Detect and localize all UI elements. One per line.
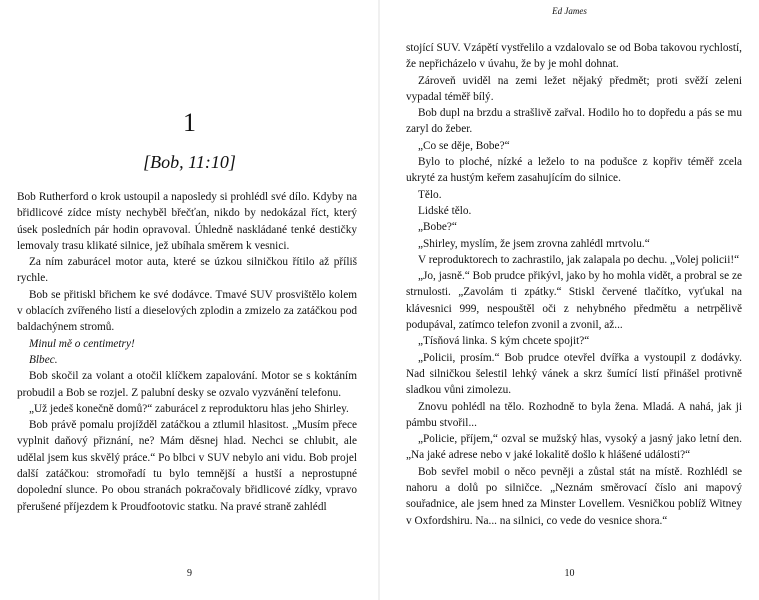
paragraph: „Jo, jasně.“ Bob prudce přikývl, jako by ho mohla vidět, a probral se ze strnulosti. „Zavolám ti zpátky.“ Stiskl červené tlačítko, vyťukal na klávesnici 999, nespouštěl oči z nehybného předmětu a netrpělivě podupával, zatímco telefon zvonil a zvonil, až... [406,270,742,332]
page-number-right: 10 [564,568,575,579]
left-page [0,0,379,600]
paragraph: Bob se přitiskl břichem ke své dodávce. Tmavé SUV prosvištělo kolem v oblacích zvířeného listí a dieselových zplodin a zmizelo za zatáčkou pod baldachýnem stromů. [17,288,357,334]
running-header: Ed James [552,6,587,16]
paragraph: Bob Rutherford o krok ustoupil a naposledy si prohlédl své dílo. Kdyby na břidlicové zídce místy nechyběl břečťan, nikdo by nedokázal říct, který úsek posledních pár hodin opravoval. Úhledně naskládané tenké destičky lemovaly trasu klikaté silnice, jež ubíhala směrem k vesnici. [17,191,357,252]
chapter-title: [Bob, 11:10] [143,152,236,172]
right-page-body [406,40,742,529]
chapter-number: 1 [183,108,196,137]
paragraph: Zároveň uviděl na zemi ležet nějaký předmět; proti svěží zeleni vypadal téměř bílý. [406,74,742,103]
paragraph: Znovu pohlédl na tělo. Rozhodně to byla žena. Mladá. A nahá, jak ji pámbu stvořil... [406,400,742,429]
paragraph: „Policie, příjem,“ ozval se mužský hlas, vysoký a jasný jako letní den. „Na jaké adrese nebo v jaké lokalitě došlo k hlášené události?“ [406,433,742,462]
paragraph: „Policii, prosím.“ Bob prudce otevřel dvířka a vystoupil z dodávky. Nad silničkou šelestil lehký vánek a skrz šumící listí přinášel protivně sladkou vůni zimolezu. [406,351,742,397]
paragraph: V reproduktorech to zachrastilo, jak zalapala po dechu. „Volej policii!“ [418,253,740,266]
paragraph: Bob sevřel mobil o něco pevněji a zůstal stát na místě. Rozhlédl se nahoru a dolů po silničce. „Neznám směrovací číslo ani mapový souřadnice, ale jsem hned za Minster Lovellem. Vesničkou poblíž Witney v Oxfordshiru. Na... na silnici, co vede do vesnice shora.“ [406,465,742,527]
paragraph: Bob právě pomalu projížděl zatáčkou a ztlumil hlasitost. „Musím přece vyplnit daňový přiznání, ne? Mám děsnej hlad. Nechci se chlubit, ale udělal jsem kus skvělý práce.“ Po blbci v SUV nebylo ani vidu. Bob projel další zatáčkou: stromořadí tu bylo temnější a hustší a neprostupné dopolední slunce. Po obou stranách pokračovaly břidlicové zídky, vpravo přerušené příjezdem k Proudfootovic statku. Na pravé straně zahlédl [17,419,357,513]
paragraph: „Už jedeš konečně domů?“ zaburácel z reproduktoru hlas jeho Shirley. [29,402,349,415]
paragraph: Minul mě o centimetry! [29,337,135,350]
paragraph: „Shirley, myslím, že jsem zrovna zahlédl mrtvolu.“ [418,237,650,250]
paragraph: Bylo to ploché, nízké a leželo to na podušce z kopřiv téměř zcela ukryté za hustým keřem zasahujícím do silnice. [406,156,742,185]
paragraph: Lidské tělo. [418,204,472,217]
paragraph: Bob skočil za volant a otočil klíčkem zapalování. Motor se s koktáním probudil a Bob se rozjel. Z palubní desky se ozvalo vyzvánění telefonu. [17,370,357,399]
paragraph: Blbec. [29,353,58,366]
paragraph: Za ním zaburácel motor auta, které se úzkou silničkou řítilo až příliš rychle. [17,256,357,285]
right-page [380,0,759,600]
paragraph: „Bobe?“ [418,221,457,234]
paragraph: „Tísňová linka. S kým chcete spojit?“ [418,335,590,348]
paragraph: Tělo. [418,188,442,201]
left-page-body [17,189,357,515]
paragraph: Bob dupl na brzdu a strašlivě zařval. Hodilo ho to dopředu a pás se mu zaryl do žeber. [406,107,742,136]
page-number-left: 9 [187,568,192,579]
paragraph: „Co se děje, Bobe?“ [418,139,510,152]
paragraph: stojící SUV. Vzápětí vystřelilo a vzdalovalo se od Boba takovou rychlostí, že nepřicházelo v úvahu, že by je mohl dohnat. [406,42,742,71]
